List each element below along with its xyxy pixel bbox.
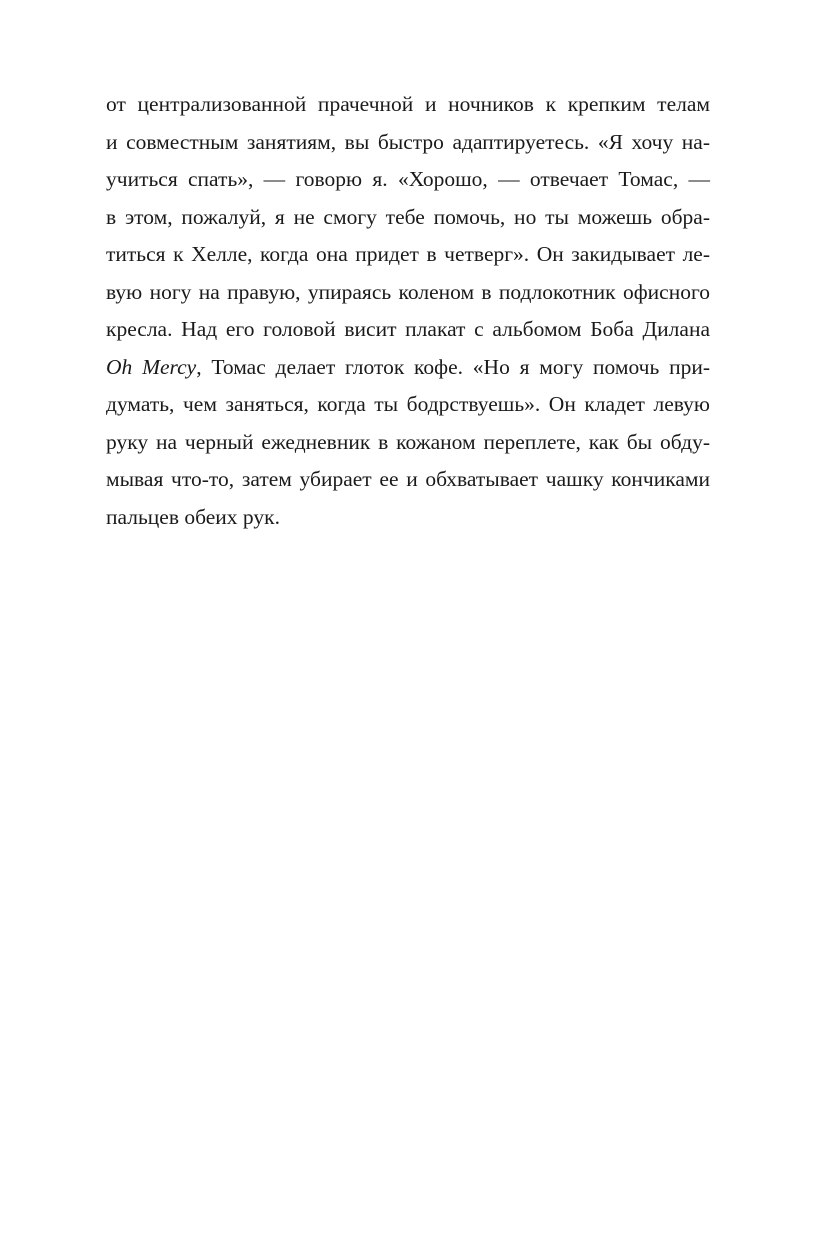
text-line: в этом, пожалуй, я не смогу тебе помочь, но ты можешь обра- bbox=[106, 204, 710, 229]
text-line: от централизованной прачечной и ночников к крепким телам bbox=[106, 92, 710, 116]
text-line: и совместным занятиям, вы быстро адаптируетесь. «Я хочу на- bbox=[106, 129, 710, 154]
text-line: учиться спать», — говорю я. «Хорошо, — отвечает Томас, — bbox=[106, 167, 710, 191]
album-title: Oh Mercy bbox=[106, 354, 197, 379]
text-line bbox=[106, 349, 710, 387]
text-line-rest: , Томас делает глоток кофе. «Но я могу помочь при- bbox=[196, 354, 710, 379]
text-line: кресла. Над его головой висит плакат с альбомом Боба Дилана bbox=[106, 317, 710, 341]
text-line: титься к Хелле, когда она придет в четверг». Он закидывает ле- bbox=[106, 242, 710, 266]
text-line: думать, чем заняться, когда ты бодрствуешь». Он кладет левую bbox=[106, 392, 710, 416]
text-line: пальцев обеих рук. bbox=[106, 504, 280, 529]
text-line: мывая что-то, затем убирает ее и обхватывает чашку кончиками bbox=[106, 467, 710, 491]
text-line: вую ногу на правую, упираясь коленом в подлокотник офисного bbox=[106, 279, 710, 304]
text-line: руку на черный ежедневник в кожаном переплете, как бы обду- bbox=[106, 429, 710, 454]
body-paragraph bbox=[106, 86, 710, 536]
